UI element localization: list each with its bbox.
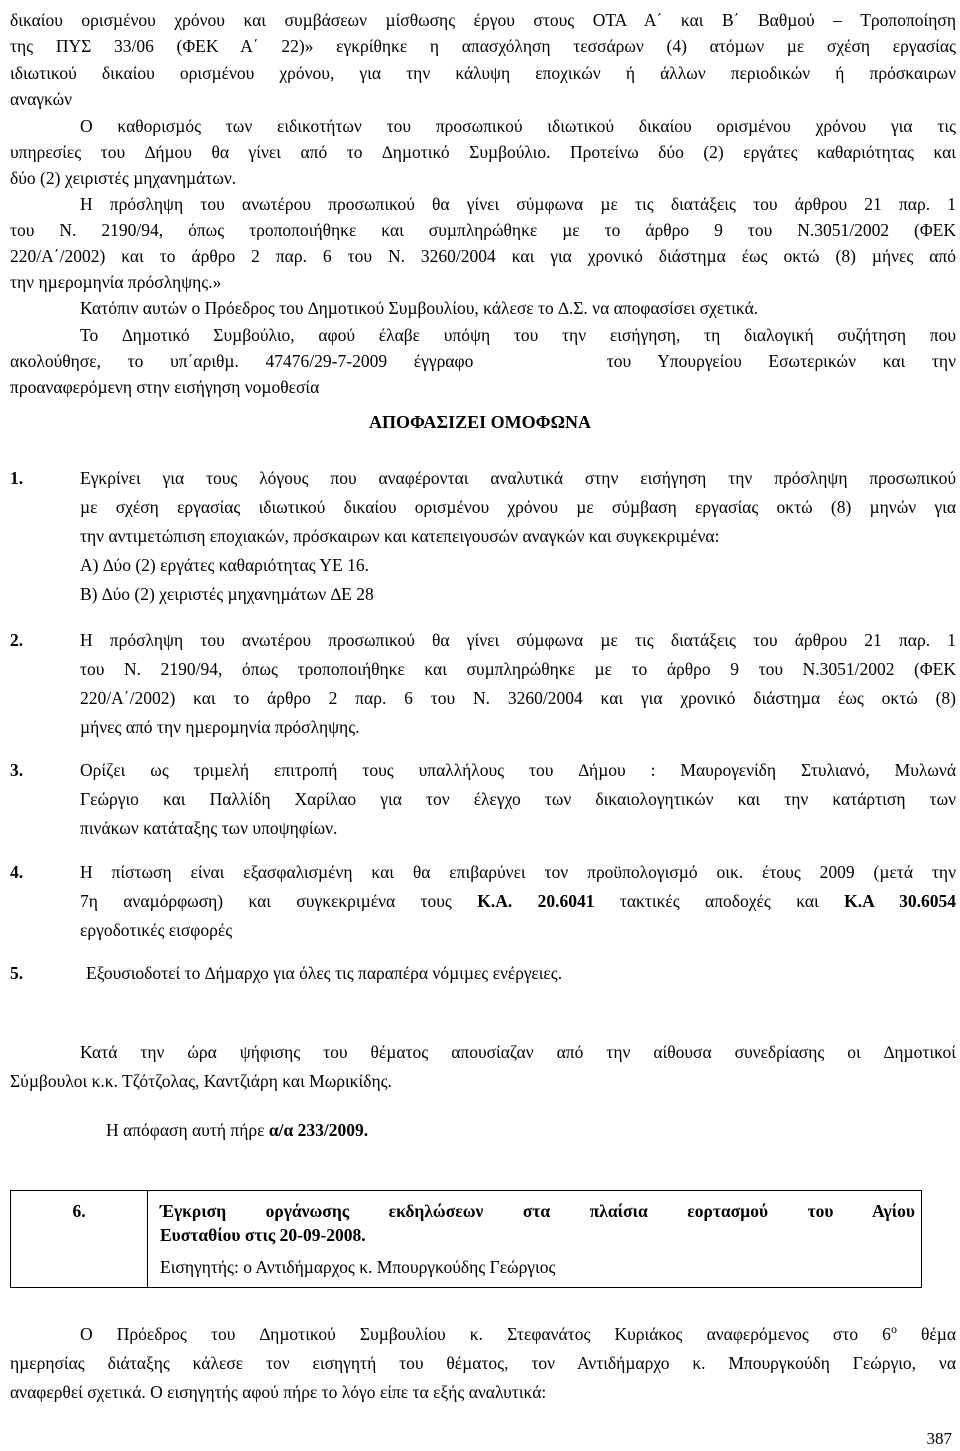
item-2-line-2: του Ν. 2190/94, όπως τροποποιήθηκε και συµπληρώθηκε µε το άρθρο 9 του Ν.3051/2002 (ΦΕΚ	[80, 659, 956, 679]
intro-line-11: την ηµεροµηνία πρόσληψης.»	[10, 272, 222, 292]
item-4-number: 4.	[10, 862, 24, 882]
item-1-number: 1.	[10, 468, 24, 488]
intro-line-12: Κατόπιν αυτών ο Πρόεδρος του ∆ηµοτικού Συµβουλίου, κάλεσε το ∆.Σ. να αποφασίσει σχετικά.	[80, 298, 759, 318]
item-1-line-1: Εγκρίνει για τους λόγους που αναφέρονται αναλυτικά στην εισήγηση την πρόσληψη προσωπικού	[80, 468, 956, 488]
closing-line-2: ηµερησίας διάταξης κάλεσε τον εισηγητή του θέµατος, τον Αντιδήµαρχο κ. Μπουργκούδη Γεώργιο, να	[10, 1353, 956, 1373]
page-number: 387	[926, 1429, 952, 1448]
intro-line-3: ιδιωτικού δικαίου ορισµένου χρόνου, για την κάλυψη εποχικών ή άλλων περιοδικών ή πρόσκαιρων	[10, 63, 956, 83]
item-4-line-2	[80, 889, 956, 913]
intro-line-7: δύο (2) χειριστές µηχανηµάτων.	[10, 168, 237, 188]
item-2-line-1: Η πρόσληψη του ανωτέρου προσωπικού θα γίνει σύµφωνα µε τις διατάξεις του άρθρου 21 παρ. 1	[80, 630, 956, 650]
item-1-line-2: µε σχέση εργασίας ιδιωτικού δικαίου ορισµένου χρόνου µε σύµβαση εργασίας οκτώ (8) µηνών για	[80, 497, 956, 517]
intro-line-1: δικαίου ορισµένου χρόνου και συµβάσεων µίσθωσης έργου στους ΟΤΑ Α΄ και Β΄ Βαθµού – Τροποποίηση	[10, 10, 956, 30]
agenda-title-line-1: Έγκριση οργάνωσης εκδηλώσεων στα πλαίσια εορτασµού του Αγίου	[160, 1201, 915, 1221]
item-4-line-3: εργοδοτικές εισφορές	[80, 920, 233, 940]
item-3-number: 3.	[10, 760, 24, 780]
item-5-line-1: Εξουσιοδοτεί το ∆ήµαρχο για όλες τις παραπέρα νόµιµες ενέργειες.	[86, 963, 563, 983]
closing-line-3: αναφερθεί σχετικά. Ο εισηγητής αφού πήρε το λόγο είπε τα εξής αναλυτικά:	[10, 1382, 547, 1402]
item-3-line-2: Γεώργιο και Παλλίδη Χαρίλαο για τον έλεγχο των δικαιολογητικών και την κατάρτιση των	[80, 789, 956, 809]
item-1-line-5: Β) ∆ύο (2) χειριστές µηχανηµάτων ∆Ε 28	[80, 584, 374, 604]
item-4-line-2-text-b: τακτικές αποδοχές και	[594, 891, 845, 911]
intro-line-13: Το ∆ηµοτικό Συµβούλιο, αφού έλαβε υπόψη του την εισήγηση, τη διαλογική συζήτηση που	[80, 325, 956, 345]
agenda-item-table	[10, 1190, 922, 1288]
agenda-item-number: 6.	[11, 1191, 148, 1288]
decision-heading: ΑΠΟΦΑΣΙΖΕΙ ΟΜΟΦΩΝΑ	[369, 412, 591, 432]
intro-line-14: ακολούθησε, το υπ΄αριθµ. 47476/29-7-2009 έγγραφο του Υπουργείου Εσωτερικών και την	[10, 351, 956, 371]
item-3-line-1: Ορίζει ως τριµελή επιτροπή τους υπαλλήλους του ∆ήµου : Μαυρογενίδη Στυλιανό, Μυλωνά	[80, 760, 956, 780]
intro-line-9: του Ν. 2190/94, όπως τροποποιήθηκε και συµπληρώθηκε µε το άρθρο 9 του Ν.3051/2002 (ΦΕΚ	[10, 220, 956, 240]
agenda-item-title	[160, 1199, 915, 1247]
intro-line-8: Η πρόσληψη του ανωτέρου προσωπικού θα γίνει σύµφωνα µε τις διατάξεις του άρθρου 21 παρ. 1	[80, 194, 956, 214]
item-1-line-4: Α) ∆ύο (2) εργάτες καθαριότητας ΥΕ 16.	[80, 555, 369, 575]
intro-line-15: προαναφερόµενη στην εισήγηση νοµοθεσία	[10, 377, 320, 397]
absence-line-1: Κατά την ώρα ψήφισης του θέµατος απουσίαζαν από την αίθουσα συνεδρίασης οι ∆ηµοτικοί	[80, 1042, 956, 1062]
absence-line-2: Σύµβουλοι κ.κ. Τζότζολας, Καντζιάρη και Μωρικίδης.	[10, 1071, 392, 1091]
item-4-line-1: Η πίστωση είναι εξασφαλισµένη και θα επιβαρύνει τον προϋπολογισµό οικ. έτους 2009 (µετά την	[80, 862, 956, 882]
intro-line-5: Ο καθορισµός των ειδικοτήτων του προσωπικού ιδιωτικού δικαίου ορισµένου χρόνου για τις	[80, 116, 956, 136]
item-2-number: 2.	[10, 630, 24, 650]
item-4-line-2-text-a: 7η αναµόρφωση) και συγκεκριµένα τους	[80, 891, 478, 911]
agenda-rapporteur: Εισηγητής: ο Αντιδήµαρχος κ. Μπουργκούδης Γεώργιος	[160, 1257, 556, 1277]
closing-line-1-text: Ο Πρόεδρος του ∆ηµοτικού Συµβουλίου κ. Στεφανάτος Κυριάκος αναφερόµενος στο 6	[80, 1324, 891, 1344]
decision-number-prefix: Η απόφαση αυτή πήρε	[106, 1120, 269, 1140]
agenda-item-body	[148, 1191, 922, 1288]
decision-number: α/α 233/2009.	[268, 1120, 369, 1140]
item-5-number: 5.	[10, 963, 24, 983]
budget-code-1: Κ.Α. 20.6041	[477, 891, 595, 911]
intro-line-4: αναγκών	[10, 89, 73, 109]
item-3-line-3: πινάκων κατάταξης των υποψηφίων.	[80, 818, 338, 838]
item-2-line-4: µήνες από την ηµεροµηνία πρόσληψης.	[80, 717, 360, 737]
closing-line-1	[80, 1322, 956, 1346]
item-2-line-3: 220/Α΄/2002) και το άρθρο 2 παρ. 6 του Ν. 3260/2004 και για χρονικό διάστηµα έως οκτώ (8)	[80, 688, 956, 708]
ordinal-superscript: ο	[890, 1322, 897, 1337]
closing-line-1-end: θέµα	[896, 1324, 957, 1344]
intro-line-2: της ΠΥΣ 33/06 (ΦΕΚ Α΄ 22)» εγκρίθηκε η απασχόληση τεσσάρων (4) ατόµων µε σχέση εργασίας	[10, 36, 956, 56]
budget-code-2: Κ.Α 30.6054	[844, 891, 956, 911]
decision-number-line	[106, 1118, 368, 1142]
agenda-title-line-2: Ευσταθίου στις 20-09-2008.	[160, 1225, 366, 1245]
intro-line-6: υπηρεσίες του ∆ήµου θα γίνει από το ∆ηµοτικό Συµβούλιο. Προτείνω δύο (2) εργάτες καθαριότητας και	[10, 142, 956, 162]
item-1-line-3: την αντιµετώπιση εποχιακών, πρόσκαιρων και κατεπειγουσών αναγκών και συγκεκριµένα:	[80, 526, 720, 546]
intro-line-10: 220/Α΄/2002) και το άρθρο 2 παρ. 6 του Ν. 3260/2004 και για χρονικό διάστηµα έως οκτώ (8) µήνες από	[10, 246, 956, 266]
